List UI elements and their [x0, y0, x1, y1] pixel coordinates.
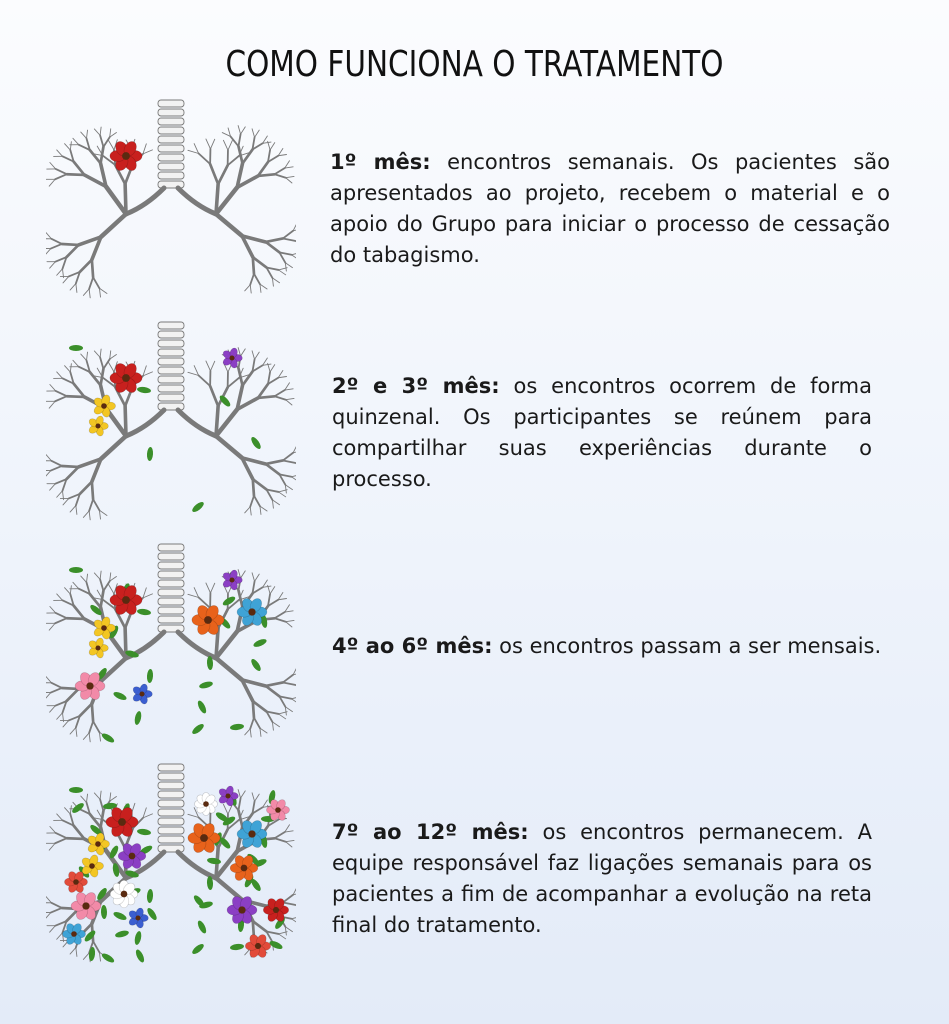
lungs-more-flowers-icon [46, 540, 296, 764]
page-title: COMO FUNCIONA O TRATAMENTO [225, 44, 724, 85]
flower-icon [63, 922, 86, 946]
flower-icon [195, 793, 218, 816]
lungs-full-bloom-icon [46, 760, 296, 984]
flower-icon [128, 907, 149, 929]
stage-4-description: os encontros permanecem. A equipe responsável faz ligações semanais para os pacientes a fim de acompanhar a evolução na reta final do tratamento. [332, 820, 872, 937]
stage-2-description: os encontros ocorrem de forma quinzenal. Os participantes se reúnem para compartilhar suas experiências durante o processo. [332, 374, 872, 491]
flower-icon [132, 683, 153, 705]
flower-icon [110, 880, 138, 908]
lungs-few-flowers-icon [46, 318, 296, 542]
stage-3-label: 4º ao 6º mês: [332, 634, 493, 658]
stage-1-text [330, 147, 890, 271]
lungs-one-flower-icon [46, 96, 296, 320]
flower-icon [88, 637, 109, 659]
flower-icon [188, 821, 220, 854]
flower-icon [118, 842, 146, 871]
stage-3-text [332, 631, 892, 662]
stage-2-text [332, 371, 872, 495]
stage-1-label: 1º mês: [330, 150, 431, 174]
flower-icon [245, 933, 270, 959]
stage-4-label: 7º ao 12º mês: [332, 820, 529, 844]
flower-icon [110, 139, 142, 172]
stage-3-description: os encontros passam a ser mensais. [492, 634, 882, 658]
stage-1-description: encontros semanais. Os pacientes são apresentados ao projeto, recebem o material e o apoio do Grupo para iniciar o processo de cessação do tabagismo. [330, 150, 890, 267]
flower-icon [88, 415, 109, 437]
stage-2-label: 2º e 3º mês: [332, 374, 500, 398]
flower-icon [106, 805, 138, 838]
stage-4-text [332, 817, 872, 941]
